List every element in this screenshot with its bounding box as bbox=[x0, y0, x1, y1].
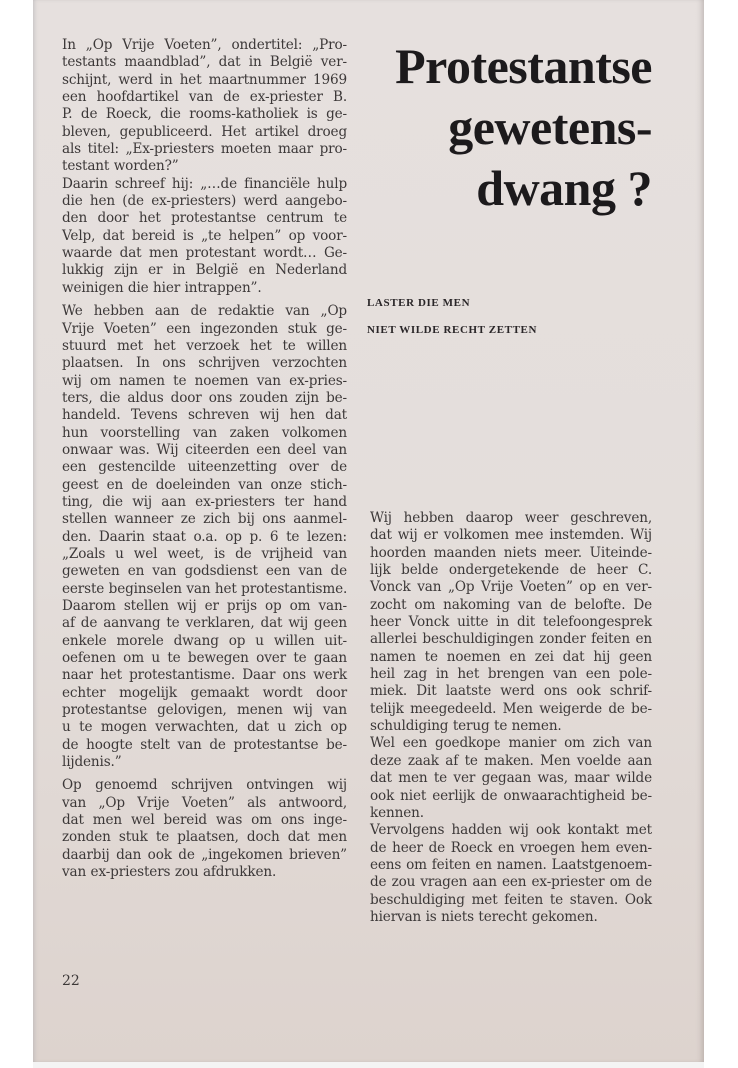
text-line: Daarom stellen wij er prijs op om van- bbox=[62, 598, 347, 614]
text-line: beschuldiging met feiten te staven. Ook bbox=[370, 891, 652, 908]
headline-line: dwang ? bbox=[476, 160, 652, 216]
text-line: lijdenis.” bbox=[62, 754, 122, 771]
text-line: „Zoals u wel weet, is de vrijheid van bbox=[62, 545, 347, 562]
text-line: Vrije Voeten” een ingezonden stuk ge- bbox=[62, 320, 347, 337]
text-line: telijk meegedeeld. Men weigerde de be- bbox=[370, 700, 652, 717]
text-line: waarde dat men protestant wordt… Ge- bbox=[62, 245, 347, 262]
text-line: testant worden?” bbox=[62, 158, 179, 175]
text-line: die hen (de ex-priesters) werd aangebo- bbox=[62, 193, 347, 210]
text-line: weinigen die hier intrappen”. bbox=[62, 279, 262, 296]
text-line: daarbij dan ook de „ingekomen brieven” bbox=[62, 846, 347, 863]
text-line: schuldiging terug te nemen. bbox=[370, 718, 562, 735]
text-line: echter mogelijk gemaakt wordt door bbox=[62, 684, 347, 701]
paragraph bbox=[62, 176, 347, 297]
right-column bbox=[370, 510, 652, 926]
text-line: dat wij er volkomen mee instemden. Wij bbox=[370, 527, 652, 544]
text-line: een hoofdartikel van de ex-priester B. bbox=[62, 89, 347, 106]
text-line: oefenen om u te bewegen over te gaan bbox=[62, 650, 347, 667]
text-line: P. de Roeck, die rooms-katholiek is ge- bbox=[62, 106, 347, 123]
text-line: bleven, gepubliceerd. Het artikel droeg bbox=[62, 123, 347, 140]
text-line: als titel: „Ex-priesters moeten maar pro- bbox=[62, 141, 347, 158]
text-line: lijk belde ondergetekende de heer C. bbox=[370, 562, 652, 579]
text-line: van „Op Vrije Voeten” als antwoord, bbox=[62, 794, 347, 811]
text-line: We hebben aan de redaktie van „Op bbox=[62, 303, 347, 320]
text-line: ook niet eerlijk de onwaarachtigheid be- bbox=[370, 787, 652, 804]
text-line: miek. Dit laatste werd ons ook schrif- bbox=[370, 683, 652, 700]
subheading-line: NIET WILDE RECHT ZETTEN bbox=[367, 324, 537, 336]
text-line: heer Vonck uitte in dit telefoongesprek bbox=[370, 614, 652, 631]
text-line: wij om namen te noemen van ex-pries- bbox=[62, 372, 347, 389]
text-line: namen te noemen en zei dat hij geen bbox=[370, 648, 652, 665]
paragraph bbox=[62, 777, 347, 881]
text-line: hoorden maanden niets meer. Uiteinde- bbox=[370, 544, 652, 561]
text-line: heil zag in het brengen van een pole- bbox=[370, 666, 652, 683]
text-line: hun voorstelling van zaken volkomen bbox=[62, 424, 347, 441]
page-number: 22 bbox=[62, 973, 80, 989]
text-line: dat men wel bereid was om ons inge- bbox=[62, 812, 347, 829]
article-subheading bbox=[367, 290, 537, 344]
text-line: geweten en van godsdienst een van de bbox=[62, 563, 347, 580]
page-edge bbox=[33, 1062, 704, 1068]
paragraph bbox=[370, 822, 652, 926]
subheading-line: LASTER DIE MEN bbox=[367, 297, 471, 309]
text-line: eens om feiten en namen. Laatstgenoem- bbox=[370, 856, 652, 873]
text-line: Wel een goedkope manier om zich van bbox=[370, 735, 652, 752]
text-line: ting, die wij aan ex-priesters ter hand bbox=[62, 493, 347, 510]
text-line: testants maandblad”, dat in België ver- bbox=[62, 54, 347, 71]
text-line: allerlei beschuldigingen zonder feiten en bbox=[370, 631, 652, 648]
text-line: stuurd met het verzoek het te willen bbox=[62, 337, 347, 354]
text-line: de heer de Roeck en vroegen hem even- bbox=[370, 839, 652, 856]
text-line: zocht om nakoming van de belofte. De bbox=[370, 596, 652, 613]
article-headline bbox=[395, 36, 652, 219]
text-line: hiervan is niets terecht gekomen. bbox=[370, 908, 598, 925]
text-line: kennen. bbox=[370, 804, 424, 821]
text-line: u te mogen verwachten, dat u zich op bbox=[62, 719, 347, 736]
headline-line: gewetens- bbox=[448, 99, 652, 155]
text-line: deze zaak af te maken. Men voelde aan bbox=[370, 752, 652, 769]
text-line: Wij hebben daarop weer geschreven, bbox=[370, 510, 652, 526]
text-line: plaatsen. In ons schrijven verzochten bbox=[62, 355, 347, 372]
text-line: stellen wanneer ze zich bij ons aanmel- bbox=[62, 511, 347, 528]
text-line: schijnt, werd in het maartnummer 1969 bbox=[62, 71, 347, 88]
text-line: van ex-priesters zou afdrukken. bbox=[62, 864, 277, 881]
paragraph bbox=[370, 735, 652, 822]
text-line: Op genoemd schrijven ontvingen wij bbox=[62, 777, 347, 794]
paragraph bbox=[370, 510, 652, 735]
headline-line: Protestantse bbox=[395, 38, 652, 94]
text-line: Velp, dat bereid is „te helpen” op voor- bbox=[62, 227, 347, 244]
text-line: In „Op Vrije Voeten”, ondertitel: „Pro- bbox=[62, 37, 347, 53]
paragraph bbox=[62, 303, 347, 771]
text-line: Vonck van „Op Vrije Voeten” op en ver- bbox=[370, 579, 652, 596]
text-line: af de aanvang te verklaren, dat wij geen bbox=[62, 615, 347, 632]
text-line: lukkig zijn er in België en Nederland bbox=[62, 262, 347, 279]
text-line: handeld. Tevens schreven wij hen dat bbox=[62, 407, 347, 424]
text-line: de zou vragen aan een ex-priester om de bbox=[370, 874, 652, 891]
left-column bbox=[62, 37, 347, 882]
text-line: enkele morele dwang op u willen uit- bbox=[62, 632, 347, 649]
text-line: ters, die aldus door ons zouden zijn be- bbox=[62, 389, 347, 406]
text-line: onwaar was. Wij citeerden een deel van bbox=[62, 441, 347, 458]
text-line: Daarin schreef hij: „…de financiële hulp bbox=[62, 175, 347, 192]
text-line: den door het protestantse centrum te bbox=[62, 210, 347, 227]
text-line: den. Daarin staat o.a. op p. 6 te lezen: bbox=[62, 528, 347, 545]
text-line: geest en de doeleinden van onze stich- bbox=[62, 476, 347, 493]
text-line: zonden stuk te plaatsen, doch dat men bbox=[62, 829, 347, 846]
text-line: een gestencilde uiteenzetting over de bbox=[62, 459, 347, 476]
text-line: protestantse gelovigen, menen wij van bbox=[62, 702, 347, 719]
text-line: dat men te ver gegaan was, maar wilde bbox=[370, 770, 652, 787]
text-line: Vervolgens hadden wij ook kontakt met bbox=[370, 822, 652, 839]
paragraph bbox=[62, 37, 347, 176]
text-line: naar het protestantisme. Daar ons werk bbox=[62, 667, 347, 684]
text-line: eerste beginselen van het protestantisme. bbox=[62, 580, 348, 597]
text-line: de hoogte stelt van de protestantse be- bbox=[62, 736, 347, 753]
